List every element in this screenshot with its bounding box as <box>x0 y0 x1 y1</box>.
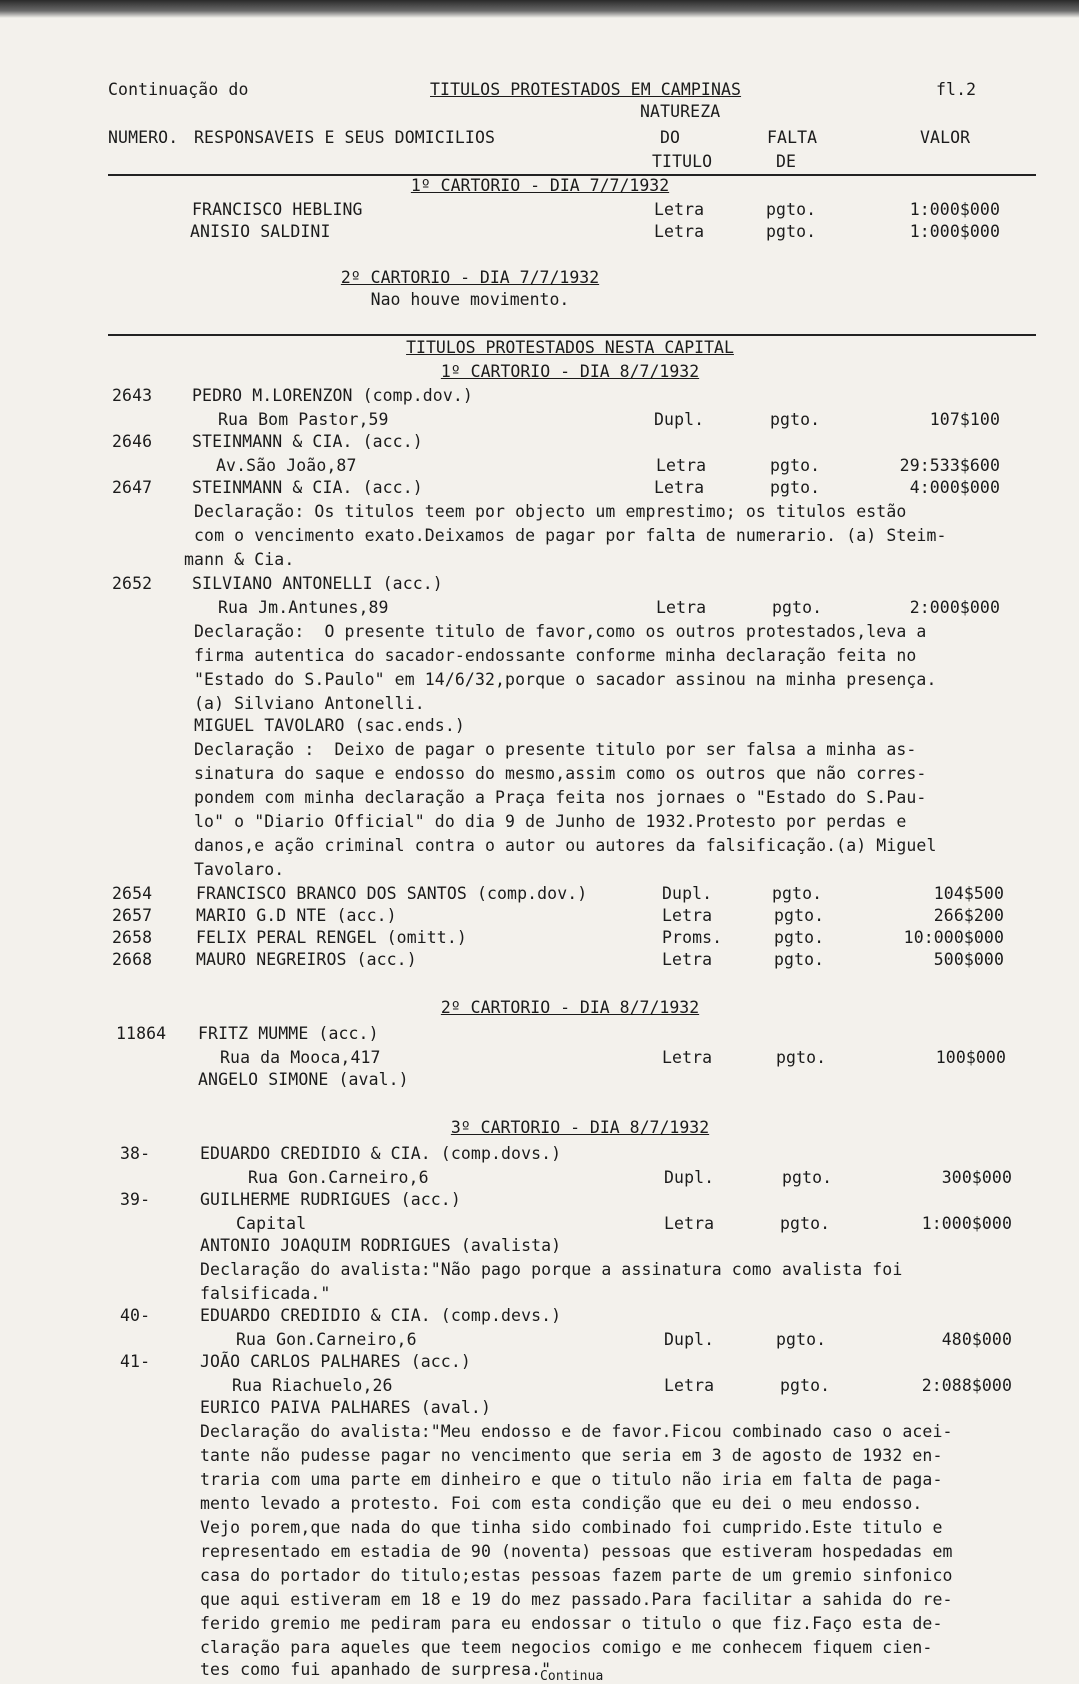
campinas-c2-heading: 2º CARTORIO - DIA 7/7/1932 <box>340 268 600 287</box>
entry-missing: pgto. <box>770 410 821 429</box>
capital-c2-heading: 2º CARTORIO - DIA 8/7/1932 <box>440 998 700 1017</box>
entry-missing: pgto. <box>766 200 817 219</box>
entry-value: 107$100 <box>929 410 1000 429</box>
col-number: NUMERO. <box>108 128 179 147</box>
capital-c3-heading: 3º CARTORIO - DIA 8/7/1932 <box>450 1118 710 1137</box>
entry-type: Letra <box>662 950 713 969</box>
avalista-name: ANTONIO JOAQUIM RODRIGUES (avalista) <box>200 1236 562 1255</box>
entry-missing: pgto. <box>776 1048 827 1067</box>
declaration-line: sinatura do saque e endosso do mesmo,assim como os outros que não corres- <box>194 764 927 783</box>
entry-number: 40- <box>120 1306 151 1325</box>
entry-type: Letra <box>662 1048 713 1067</box>
entry-number: 38- <box>120 1144 151 1163</box>
entry-missing: pgto. <box>772 598 823 617</box>
campinas-c2-note: Nao houve movimento. <box>370 290 570 309</box>
entry-type: Letra <box>664 1376 715 1395</box>
entry-value: 1:000$000 <box>909 222 1000 241</box>
declaration-line: casa do portador do titulo;estas pessoas fazem parte de um gremio sinfonico <box>200 1566 953 1585</box>
entry-type: Letra <box>656 456 707 475</box>
col-nature-2: DO <box>660 128 681 147</box>
entry-missing: pgto. <box>776 1330 827 1349</box>
declaration-line: Declaração: Os titulos teem por objecto um emprestimo; os titulos estão <box>194 502 907 521</box>
entry-number: 2647 <box>112 478 153 497</box>
entry-value: 2:088$000 <box>921 1376 1012 1395</box>
entry-value: 29:533$600 <box>899 456 1000 475</box>
entry-name: MIGUEL TAVOLARO (sac.ends.) <box>194 716 465 735</box>
entry-number: 39- <box>120 1190 151 1209</box>
entry-number: 2643 <box>112 386 153 405</box>
entry-name: FRANCISCO BRANCO DOS SANTOS (comp.dov.) <box>196 884 588 903</box>
avalista-name: ANGELO SIMONE (aval.) <box>198 1070 409 1089</box>
declaration-line: Declaração do avalista:"Não pago porque a assinatura como avalista foi <box>200 1260 903 1279</box>
entry-name: STEINMANN & CIA. (acc.) <box>192 432 423 451</box>
entry-missing: pgto. <box>774 906 825 925</box>
entry-name: GUILHERME RUDRIGUES (acc.) <box>200 1190 461 1209</box>
entry-name: JOÃO CARLOS PALHARES (acc.) <box>200 1352 471 1371</box>
col-nature-1: NATUREZA <box>640 102 721 121</box>
col-missing-2: DE <box>776 152 797 171</box>
capital-title: TITULOS PROTESTADOS NESTA CAPITAL <box>406 338 734 357</box>
declaration-line: Declaração do avalista:"Meu endosso e de favor.Ficou combinado caso o acei- <box>200 1422 953 1441</box>
entry-address: Rua Gon.Carneiro,6 <box>236 1330 417 1349</box>
col-value: VALOR <box>920 128 971 147</box>
entry-value: 480$000 <box>941 1330 1012 1349</box>
entry-number: 2652 <box>112 574 153 593</box>
entry-name: SILVIANO ANTONELLI (acc.) <box>192 574 443 593</box>
entry-number: 2646 <box>112 432 153 451</box>
section-rule <box>108 334 1036 336</box>
folio-number: fl.2 <box>936 80 977 99</box>
declaration-line: claração para aqueles que teem negocios comigo e me conhecem fiquem cien- <box>200 1638 933 1657</box>
entry-number: 2657 <box>112 906 153 925</box>
declaration-line: Vejo porem,que nada do que tinha sido combinado foi cumprido.Este titulo e <box>200 1518 943 1537</box>
entry-number: 41- <box>120 1352 151 1371</box>
declaration-line: traria com uma parte em dinheiro e que o titulo não iria em falta de paga- <box>200 1470 943 1489</box>
entry-name: EDUARDO CREDIDIO & CIA. (comp.devs.) <box>200 1306 562 1325</box>
continuation-label: Continuação do <box>108 80 249 99</box>
entry-type: Proms. <box>662 928 723 947</box>
entry-missing: pgto. <box>770 456 821 475</box>
entry-address: Rua Jm.Antunes,89 <box>218 598 389 617</box>
declaration-line: mento levado a protesto. Foi com esta condição que eu dei o meu endosso. <box>200 1494 923 1513</box>
declaration-line: danos,e ação criminal contra o autor ou autores da falsificação.(a) Miguel <box>194 836 937 855</box>
entry-type: Dupl. <box>664 1330 715 1349</box>
entry-address: Rua da Mooca,417 <box>220 1048 381 1067</box>
entry-value: 4:000$000 <box>909 478 1000 497</box>
entry-missing: pgto. <box>774 950 825 969</box>
entry-missing: pgto. <box>780 1214 831 1233</box>
col-nature-3: TITULO <box>652 152 713 171</box>
entry-type: Dupl. <box>662 884 713 903</box>
avalista-name: EURICO PAIVA PALHARES (aval.) <box>200 1398 491 1417</box>
entry-number: 2658 <box>112 928 153 947</box>
entry-value: 1:000$000 <box>921 1214 1012 1233</box>
entry-number: 2668 <box>112 950 153 969</box>
declaration-line: representado em estadia de 90 (noventa) pessoas que estiveram hospedadas em <box>200 1542 953 1561</box>
entry-address: Rua Gon.Carneiro,6 <box>248 1168 429 1187</box>
document-title: TITULOS PROTESTADOS EM CAMPINAS <box>430 80 742 99</box>
campinas-c1-heading: 1º CARTORIO - DIA 7/7/1932 <box>410 176 670 195</box>
entry-type: Letra <box>664 1214 715 1233</box>
entry-value: 500$000 <box>933 950 1004 969</box>
entry-name: MARIO G.D NTE (acc.) <box>196 906 397 925</box>
entry-address: Rua Bom Pastor,59 <box>218 410 389 429</box>
capital-c1-heading: 1º CARTORIO - DIA 8/7/1932 <box>440 362 700 381</box>
declaration-line: "Estado do S.Paulo" em 14/6/32,porque o sacador assinou na minha presença. <box>194 670 937 689</box>
entry-value: 10:000$000 <box>903 928 1004 947</box>
entry-type: Letra <box>654 200 705 219</box>
entry-name: ANISIO SALDINI <box>190 222 331 241</box>
entry-name: FELIX PERAL RENGEL (omitt.) <box>196 928 467 947</box>
entry-number: 2654 <box>112 884 153 903</box>
declaration-line: lo" o "Diario Official" do dia 9 de Junho de 1932.Protesto por perdas e <box>194 812 907 831</box>
entry-name: STEINMANN & CIA. (acc.) <box>192 478 423 497</box>
entry-name: FRANCISCO HEBLING <box>192 200 363 219</box>
entry-value: 266$200 <box>933 906 1004 925</box>
entry-name: PEDRO M.LORENZON (comp.dov.) <box>192 386 473 405</box>
entry-missing: pgto. <box>774 928 825 947</box>
entry-missing: pgto. <box>772 884 823 903</box>
col-missing-1: FALTA <box>767 128 818 147</box>
declaration-line: Declaração : Deixo de pagar o presente titulo por ser falsa a minha as- <box>194 740 917 759</box>
col-responsible: RESPONSAVEIS E SEUS DOMICILIOS <box>194 128 496 147</box>
declaration-line: com o vencimento exato.Deixamos de pagar por falta de numerario. (a) Steim- <box>194 526 947 545</box>
entry-address: Capital <box>236 1214 307 1233</box>
entry-type: Dupl. <box>664 1168 715 1187</box>
declaration-line: Declaração: O presente titulo de favor,como os outros protestados,leva a <box>194 622 927 641</box>
entry-type: Letra <box>656 598 707 617</box>
entry-type: Dupl. <box>654 410 705 429</box>
entry-name: EDUARDO CREDIDIO & CIA. (comp.dovs.) <box>200 1144 562 1163</box>
continues-label: Continua <box>540 1669 604 1684</box>
entry-missing: pgto. <box>782 1168 833 1187</box>
entry-address: Av.São João,87 <box>216 456 357 475</box>
entry-address: Rua Riachuelo,26 <box>232 1376 393 1395</box>
entry-value: 2:000$000 <box>909 598 1000 617</box>
entry-value: 100$000 <box>935 1048 1006 1067</box>
scan-edge <box>0 0 1079 18</box>
entry-value: 1:000$000 <box>909 200 1000 219</box>
declaration-line: Tavolaro. <box>194 860 285 879</box>
declaration-line: que aqui estiveram em 18 e 19 do mez passado.Para facilitar a sahida do re- <box>200 1590 953 1609</box>
entry-value: 104$500 <box>933 884 1004 903</box>
entry-value: 300$000 <box>941 1168 1012 1187</box>
declaration-line: mann & Cia. <box>184 550 295 569</box>
entry-name: FRITZ MUMME (acc.) <box>198 1024 379 1043</box>
entry-number: 11864 <box>116 1024 167 1043</box>
declaration-line: firma autentica do sacador-endossante conforme minha declaração feita no <box>194 646 917 665</box>
declaration-line: (a) Silviano Antonelli. <box>194 694 425 713</box>
entry-type: Letra <box>654 478 705 497</box>
entry-missing: pgto. <box>780 1376 831 1395</box>
entry-name: MAURO NEGREIROS (acc.) <box>196 950 417 969</box>
entry-missing: pgto. <box>766 222 817 241</box>
declaration-line: falsificada." <box>200 1284 331 1303</box>
declaration-line: pondem com minha declaração a Praça feita nos jornaes o "Estado do S.Pau- <box>194 788 927 807</box>
declaration-line: tes como fui apanhado de surpresa." <box>200 1660 552 1679</box>
declaration-line: ferido gremio me pediram para eu endossar o titulo o que fiz.Faço esta de- <box>200 1614 943 1633</box>
declaration-line: tante não pudesse pagar no vencimento que seria em 3 de agosto de 1932 en- <box>200 1446 943 1465</box>
entry-type: Letra <box>654 222 705 241</box>
entry-missing: pgto. <box>770 478 821 497</box>
entry-type: Letra <box>662 906 713 925</box>
